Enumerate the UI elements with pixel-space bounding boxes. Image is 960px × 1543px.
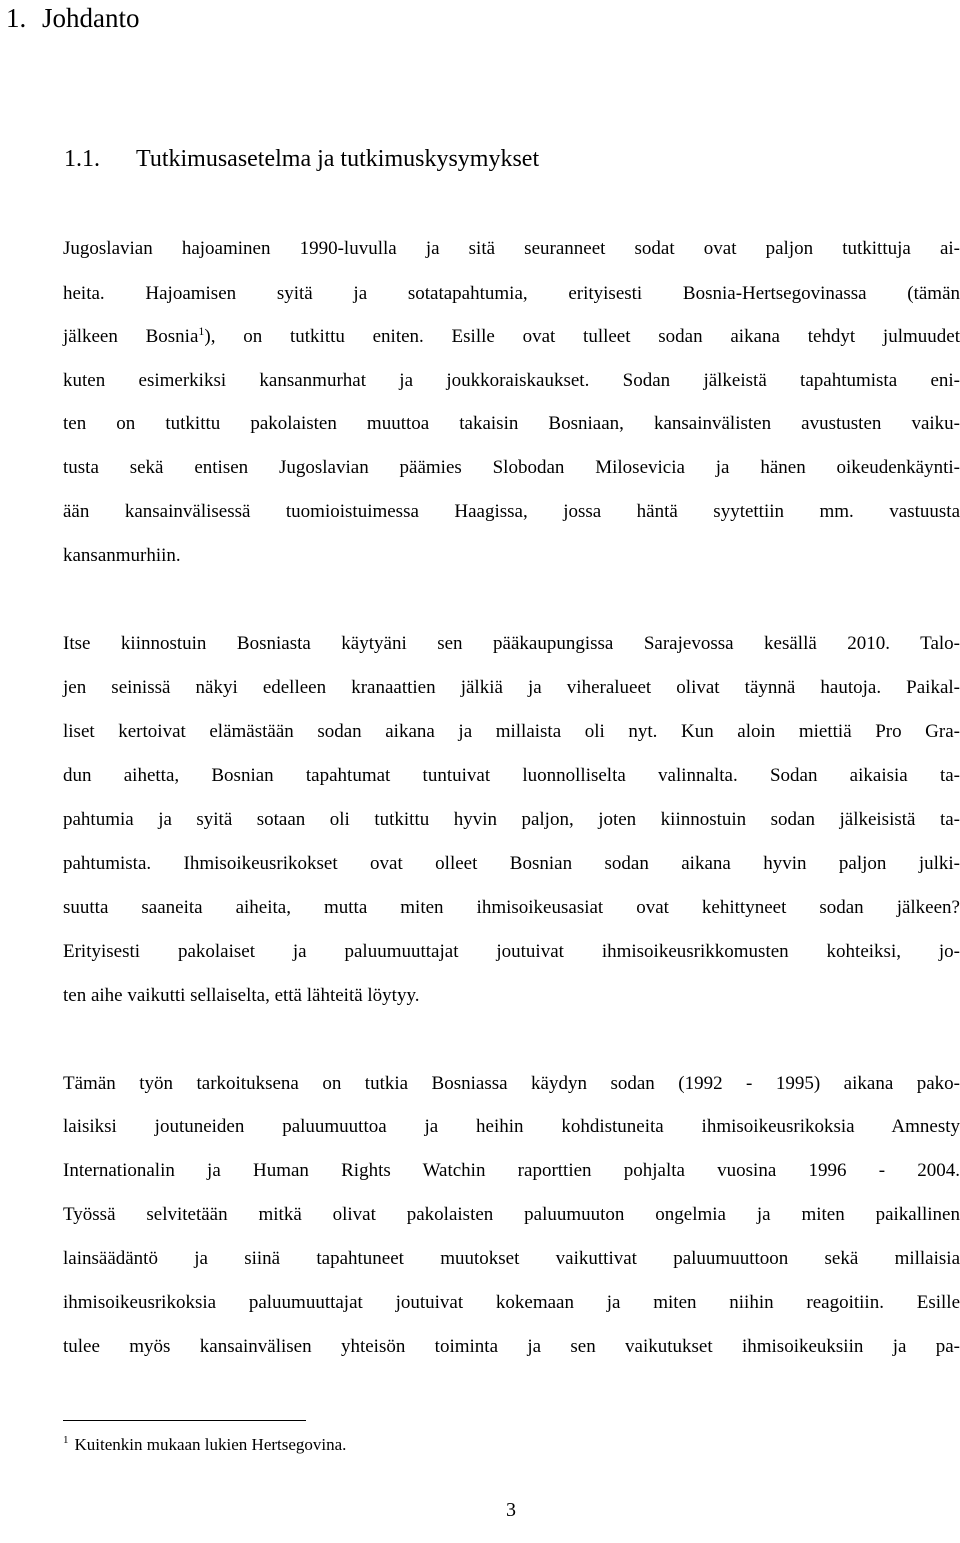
line-rest: ), on tutkittu eniten. Esille ovat tulleet sodan aikana tehdyt julmuudet <box>204 326 960 347</box>
paragraph-line: kuten esimerkiksi kansanmurhat ja joukkoraiskaukset. Sodan jälkeistä tapahtumista eni- <box>63 370 960 391</box>
paragraph-line: liset kertoivat elämästään sodan aikana ja millaista oli nyt. Kun aloin miettiä Pro Gra- <box>63 721 960 742</box>
paragraph-line: ten aihe vaikutti sellaiselta, että lähteitä löytyy. <box>63 985 420 1006</box>
footnote-reference: 1 <box>198 324 205 338</box>
paragraph-line: pahtumista. Ihmisoikeusrikokset ovat olleet Bosnian sodan aikana hyvin paljon julki- <box>63 853 960 874</box>
paragraph-line: lainsäädäntö ja siinä tapahtuneet muutokset vaikuttivat paluumuuttoon sekä millaisia <box>63 1248 960 1269</box>
paragraph-line: Internationalin ja Human Rights Watchin raporttien pohjalta vuosina 1996 - 2004. <box>63 1160 960 1181</box>
paragraph-line <box>63 325 960 349</box>
footnote-marker: 1 <box>63 1434 69 1446</box>
paragraph-line: tulee myös kansainvälisen yhteisön toiminta ja sen vaikutukset ihmisoikeuksiin ja pa- <box>63 1336 960 1357</box>
paragraph-line: jen seinissä näkyi edelleen kranaattien jälkiä ja viheralueet olivat täynnä hautoja. Paikal- <box>63 677 960 698</box>
paragraph-line: ihmisoikeusrikoksia paluumuuttajat joutuivat kokemaan ja miten niihin reagoitiin. Esille <box>63 1292 960 1313</box>
paragraph-line: pahtumia ja syitä sotaan oli tutkittu hyvin paljon, joten kiinnostuin sodan jälkeisistä ta- <box>63 809 960 830</box>
footnote-separator <box>63 1420 306 1421</box>
line-prefix: jälkeen Bosnia <box>63 326 199 347</box>
page-number: 3 <box>506 1499 516 1521</box>
paragraph-line: Itse kiinnostuin Bosniasta käytyäni sen pääkaupungissa Sarajevossa kesällä 2010. Talo- <box>63 633 960 654</box>
paragraph-line: Tämän työn tarkoituksena on tutkia Bosniassa käydyn sodan (1992 - 1995) aikana pako- <box>63 1073 960 1094</box>
chapter-number: 1. <box>6 3 27 33</box>
paragraph-line: Erityisesti pakolaiset ja paluumuuttajat joutuivat ihmisoikeusrikkomusten kohteiksi, jo- <box>63 941 960 962</box>
section-title: Tutkimusasetelma ja tutkimuskysymykset <box>136 146 540 172</box>
chapter-heading <box>6 0 140 36</box>
paragraph-line: ään kansainvälisessä tuomioistuimessa Haagissa, jossa häntä syytettiin mm. vastuusta <box>63 501 960 522</box>
paragraph-line: ten on tutkittu pakolaisten muuttoa takaisin Bosniaan, kansainvälisten avustusten vaiku- <box>63 413 960 434</box>
paragraph-line: kansanmurhiin. <box>63 545 181 566</box>
paragraph-line: Työssä selvitetään mitkä olivat pakolaisten paluumuuton ongelmia ja miten paikallinen <box>63 1204 960 1225</box>
paragraph-line: suutta saaneita aiheita, mutta miten ihmisoikeusasiat ovat kehittyneet sodan jälkeen? <box>63 897 960 918</box>
paragraph-line: heita. Hajoamisen syitä ja sotatapahtumia, erityisesti Bosnia-Hertsegovinassa (tämän <box>63 283 960 304</box>
chapter-title: Johdanto <box>42 3 140 33</box>
paragraph-line: Jugoslavian hajoaminen 1990-luvulla ja sitä seuranneet sodat ovat paljon tutkittuja ai- <box>63 238 960 259</box>
section-heading <box>64 142 539 176</box>
footnote <box>63 1434 346 1456</box>
section-number: 1.1. <box>64 146 100 172</box>
paragraph-line: dun aihetta, Bosnian tapahtumat tuntuivat luonnolliselta valinnalta. Sodan aikaisia ta- <box>63 765 960 786</box>
paragraph-line: tusta sekä entisen Jugoslavian päämies Slobodan Milosevicia ja hänen oikeudenkäynti- <box>63 457 960 478</box>
footnote-text: Kuitenkin mukaan lukien Hertsegovina. <box>74 1435 347 1454</box>
paragraph-line: laisiksi joutuneiden paluumuuttoa ja heihin kohdistuneita ihmisoikeusrikoksia Amnesty <box>63 1116 960 1137</box>
